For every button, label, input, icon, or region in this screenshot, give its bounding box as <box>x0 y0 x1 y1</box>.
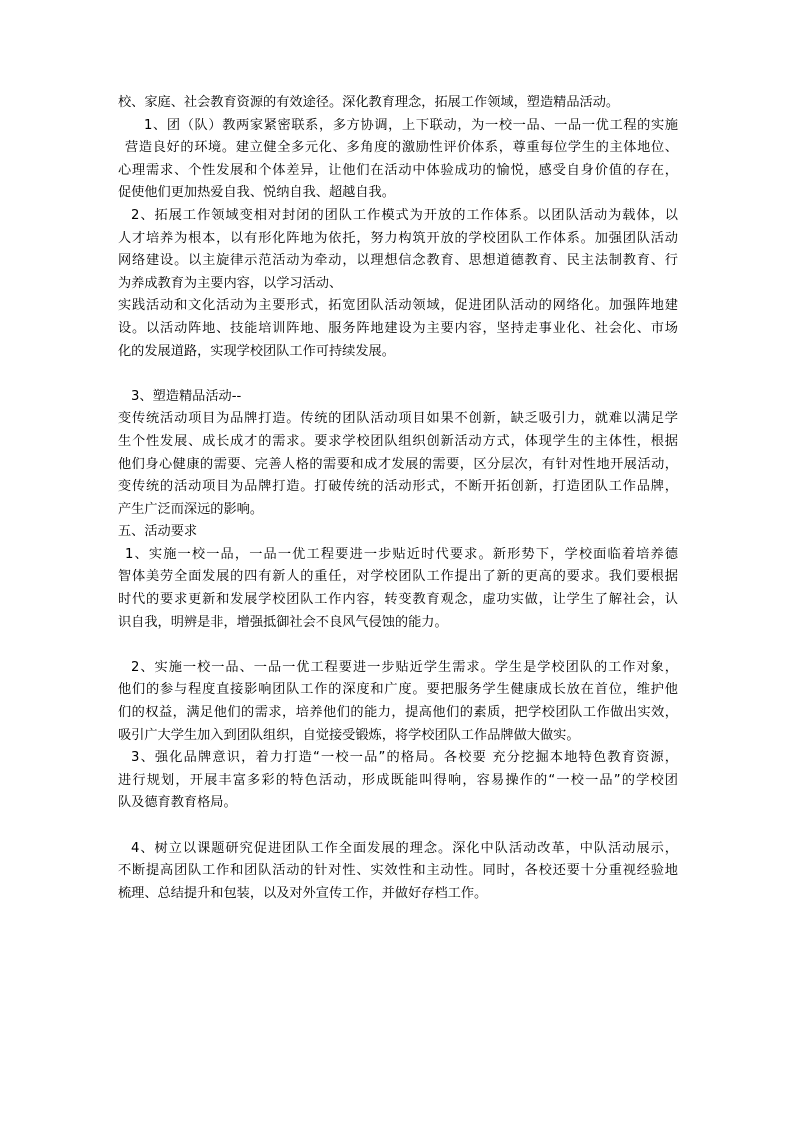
text-line: 3、强化品牌意识，着力打造“一校一品”的格局。各校要 充分挖掘本地特色教育资源， <box>131 750 678 766</box>
text-line: 2、实施一校一品、一品一优工程要进一步贴近学生需求。学生是学校团队的工作对象， <box>131 659 678 675</box>
text-line: 们的权益，满足他们的需求，培养他们的能力，提高他们的素质，把学校团队工作做出实效， <box>118 705 678 721</box>
text-line: 他们的参与程度直接影响团队工作的深度和广度。要把服务学生健康成长放在首位，维护他 <box>118 682 678 698</box>
text-line: 智体美劳全面发展的四有新人的重任，对学校团队工作提出了新的更高的要求。我们要根据 <box>118 569 678 585</box>
text-line: 实践活动和文化活动为主要形式，拓宽团队活动领域，促进团队活动的网络化。加强阵地建 <box>118 298 678 314</box>
text-line: 变传统活动项目为品牌打造。传统的团队活动项目如果不创新，缺乏吸引力，就难以满足学 <box>118 411 678 427</box>
document-page <box>118 92 678 905</box>
paragraph-item-3 <box>118 386 678 522</box>
paragraph-requirement-4 <box>118 838 678 906</box>
text-line: 识自我，明辨是非，增强抵御社会不良风气侵蚀的能力。 <box>118 614 448 630</box>
paragraph-requirement-1 <box>118 544 678 634</box>
text-line: 1、实施一校一品，一品一优工程要进一步贴近时代要求。新形势下，学校面临着培养德 <box>125 546 678 562</box>
text-line: 心理需求、个性发展和个体差异，让他们在活动中体验成功的愉悦，感受自身价值的存在， <box>118 162 678 178</box>
text-line: 时代的要求更新和发展学校团队工作内容，转变教育观念，虚功实做，让学生了解社会，认 <box>118 592 678 608</box>
text-line: 2、拓展工作领域变相对封闭的团队工作模式为开放的工作体系。以团队活动为载体，以 <box>131 207 678 223</box>
text-line: 进行规划，开展丰富多彩的特色活动，形成既能叫得响，容易操作的“一校一品”的学校团 <box>118 772 678 788</box>
paragraph-item-2 <box>118 205 678 363</box>
paragraph-requirement-2 <box>118 657 678 747</box>
text-line: 设。以活动阵地、技能培训阵地、服务阵地建设为主要内容，坚持走事业化、社会化、市场 <box>118 320 678 336</box>
text-line: 4、树立以课题研究促进团队工作全面发展的理念。深化中队活动改革，中队活动展示， <box>131 840 678 856</box>
text-line: 1、团（队）教两家紧密联系，多方协调，上下联动，为一校一品、一品一优工程的实施 <box>144 117 678 133</box>
text-line: 他们身心健康的需要、完善人格的需要和成才发展的需要，区分层次，有针对性地开展活动， <box>118 456 678 472</box>
paragraph-item-1 <box>118 115 678 205</box>
text-line: 为养成教育为主要内容，以学习活动、 <box>118 275 343 291</box>
text-line: 队及德育教育格局。 <box>118 795 237 811</box>
text-line: 产生广泛而深远的影响。 <box>118 501 264 517</box>
blank-line <box>118 634 678 657</box>
text-line: 生个性发展、成长成才的需求。要求学校团队组织创新活动方式，体现学生的主体性，根据 <box>118 433 678 449</box>
text-line: 校、家庭、社会教育资源的有效途径。深化教育理念，拓展工作领域，塑造精品活动。 <box>118 95 620 110</box>
text-line: 不断提高团队工作和团队活动的针对性、实效性和主动性。同时，各校还要十分重视经验地 <box>118 863 678 879</box>
paragraph-intro <box>118 92 678 115</box>
text-line: 促使他们更加热爱自我、悦纳自我、超越自我。 <box>118 185 395 201</box>
text-line: 吸引广大学生加入到团队组织，自觉接受锻炼，将学校团队工作品牌做大做实。 <box>118 727 580 743</box>
text-line: 变传统的活动项目为品牌打造。打破传统的活动形式，不断开拓创新，打造团队工作品牌， <box>118 479 678 495</box>
blank-line <box>118 363 678 386</box>
blank-line <box>118 815 678 838</box>
paragraph-requirement-3 <box>118 747 678 815</box>
section-title: 五、活动要求 <box>118 524 198 540</box>
text-line: 人才培养为根本，以有形化阵地为依托，努力构筑开放的学校团队工作体系。加强团队活动 <box>118 230 678 246</box>
text-line: 梳理、总结提升和包装，以及对外宣传工作，并做好存档工作。 <box>118 885 488 901</box>
text-line: 营造良好的环境。建立健全多元化、多角度的激励性评价体系，尊重每位学生的主体地位、 <box>125 140 678 156</box>
text-line: 3、塑造精品活动-- <box>131 388 242 404</box>
text-line: 化的发展道路，实现学校团队工作可持续发展。 <box>118 343 395 359</box>
section-heading <box>118 521 678 544</box>
text-line: 网络建设。以主旋律示范活动为牵动，以理想信念教育、思想道德教育、民主法制教育、行 <box>118 253 678 269</box>
